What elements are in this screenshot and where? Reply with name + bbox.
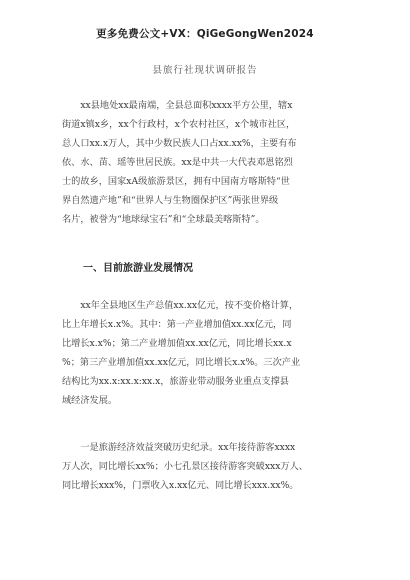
text-line: 街道x镇x乡，xx个行政村，x个农村社区，x个城市社区，: [62, 119, 296, 130]
text-line: %；第三产业增加值xx.xx亿元，同比增长x.x%。三次产业: [62, 357, 301, 368]
text-line: xx县地处xx最南端，全县总面积xxxx平方公里，辖x: [62, 100, 293, 111]
paragraph-economy: [62, 296, 352, 410]
paragraph-tourism: [62, 438, 352, 495]
text-line: 比增长x.x%；第二产业增加值xx.xx亿元，同比增长xx.x: [62, 338, 292, 349]
text-line: 域经济发展。: [62, 395, 118, 406]
text-line: 一是旅游经济效益突破历史纪录。xx年接待游客xxxx: [62, 442, 296, 453]
text-line: xx年全县地区生产总值xx.xx亿元，按不变价格计算，: [62, 300, 299, 311]
paragraph-intro: [62, 96, 352, 229]
text-line: 依、水、苗、瑶等世居民族。xx是中共一大代表邓恩铭烈: [62, 157, 293, 168]
text-line: 名片，被誉为“地球绿宝石”和“全球最美喀斯特”。: [62, 214, 265, 225]
text-line: 万人次，同比增长xx%；小七孔景区接待游客突破xxx万人、: [62, 461, 308, 472]
text-line: 界自然遗产地”和“世界人与生物圈保护区”两张世界级: [62, 195, 279, 206]
document-title: 县旅行社现状调研报告: [152, 65, 258, 76]
section-heading: 一、目前旅游业发展情况: [83, 263, 193, 274]
promo-header: 更多免费公文+VX：QiGeGongWen2024: [96, 28, 314, 40]
text-line: 结构比为xx.x:xx.x:xx.x，旅游业带动服务业重点支撑县: [62, 376, 289, 387]
text-line: 同比增长xxx%，门票收入x.xx亿元、同比增长xxx.xx%。: [62, 480, 299, 491]
text-line: 比上年增长x.x%。其中：第一产业增加值xx.xx亿元，同: [62, 319, 292, 330]
text-line: 士的故乡，国家xA级旅游景区，拥有中国南方喀斯特“世: [62, 176, 290, 187]
text-line: 总人口xx.x万人，其中少数民族人口占xx.xx%，主要有布: [62, 138, 297, 149]
